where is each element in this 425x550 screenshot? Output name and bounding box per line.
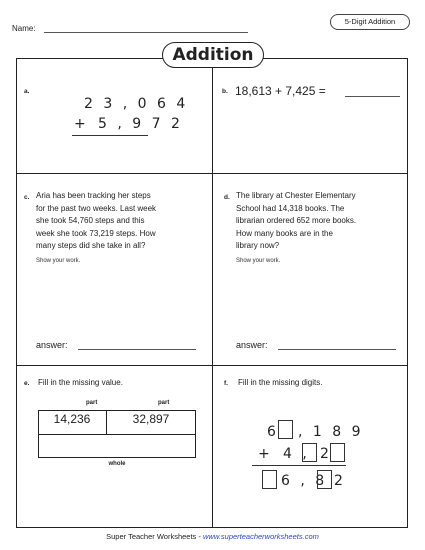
f-row2-blank-1[interactable]	[302, 443, 317, 462]
f-row3-digit: 2	[334, 473, 346, 489]
problem-d-answer-line[interactable]	[278, 349, 396, 350]
whole-label: whole	[108, 461, 126, 467]
problem-e-label: e.	[24, 380, 30, 387]
part-label-1: part	[86, 400, 98, 406]
problem-c-show-work: Show your work.	[36, 258, 81, 264]
name-label: Name:	[12, 24, 36, 33]
problem-b-label: b.	[222, 88, 228, 95]
topic-badge: 5-Digit Addition	[330, 14, 410, 30]
problem-b-equation: 18,613 + 7,425 =	[235, 84, 326, 98]
problem-c-line: week she took 73,219 steps. How	[36, 228, 156, 238]
page-title: Addition	[162, 42, 264, 68]
problem-a-top-number: 2 3 , 0 6 4	[84, 96, 189, 112]
problem-c-text	[36, 190, 211, 253]
whole-input[interactable]	[38, 436, 196, 458]
column-divider	[212, 58, 213, 528]
f-row3-digits: 6 , 8	[281, 473, 328, 489]
problem-c-answer-label: answer:	[36, 340, 68, 350]
problem-c-label: c.	[24, 194, 30, 201]
problem-d-text	[236, 190, 406, 253]
problem-d-line: librarian ordered 652 more books.	[236, 216, 357, 225]
problem-c-line: she took 54,760 steps and this	[36, 216, 145, 225]
problem-a-label: a.	[24, 88, 30, 95]
footer-text: Super Teacher Worksheets -	[106, 532, 203, 541]
part-whole-divider	[38, 434, 196, 435]
f-row3-blank-2[interactable]	[317, 470, 332, 489]
problem-c-line: for the past two weeks. Last week	[36, 203, 157, 213]
problem-a-operator: +	[74, 116, 89, 132]
problem-d-show-work: Show your work.	[236, 258, 281, 264]
row-divider-2	[16, 365, 408, 366]
problem-d-line: How many books are in the	[236, 228, 333, 238]
name-line[interactable]	[44, 32, 248, 33]
problem-c-answer-line[interactable]	[78, 349, 196, 350]
f-row2-digits: 4 ,	[283, 446, 310, 462]
f-sum-line	[252, 465, 346, 466]
problem-a-sum-line	[72, 135, 148, 136]
problem-b-answer-line[interactable]	[345, 96, 400, 97]
problem-c-line: many steps did she take in all?	[36, 241, 146, 250]
problem-a-bottom-number: 5 , 9 7 2	[98, 116, 183, 132]
f-row2-operator: +	[258, 446, 273, 462]
problem-d-answer-label: answer:	[236, 340, 268, 350]
part-value-2: 32,897	[132, 412, 170, 426]
problem-f-label: f.	[224, 380, 228, 387]
f-row2-digit: 2	[320, 446, 332, 462]
problem-d-line: School had 14,318 books. The	[236, 203, 345, 213]
footer-link[interactable]: www.superteacherworksheets.com	[202, 532, 319, 541]
problem-e-instruction: Fill in the missing value.	[38, 378, 123, 387]
f-row1-digit: 6	[267, 424, 279, 440]
problem-f-instruction: Fill in the missing digits.	[238, 378, 323, 387]
problem-d-label: d.	[224, 194, 230, 201]
row-divider-1	[16, 173, 408, 174]
problem-d-line: The library at Chester Elementary	[236, 191, 356, 200]
problem-c-line: Aria has been tracking her steps	[36, 191, 151, 200]
problem-d-line: library now?	[236, 241, 280, 250]
part-value-1: 14,236	[53, 412, 91, 426]
footer	[0, 532, 425, 541]
part-label-2: part	[158, 400, 170, 406]
f-row3-blank-1[interactable]	[262, 470, 277, 489]
f-row1-digits: , 1 8 9	[298, 424, 364, 440]
f-row2-blank-2[interactable]	[330, 443, 345, 462]
f-row1-blank[interactable]	[278, 420, 293, 439]
